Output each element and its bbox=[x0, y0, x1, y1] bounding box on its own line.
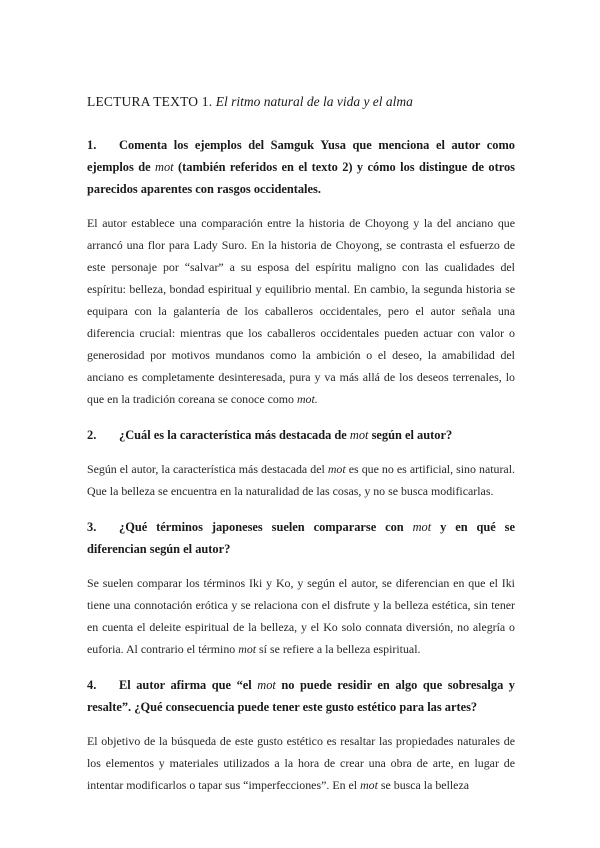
answer-1 bbox=[87, 212, 515, 410]
answer-emphasis: mot. bbox=[296, 392, 318, 406]
heading-title: El ritmo natural de la vida y el alma bbox=[215, 94, 413, 109]
answer-text-tail: se busca la belleza bbox=[377, 778, 470, 792]
question-2 bbox=[87, 424, 515, 446]
answer-text: Se suelen comparar los términos Iki y Ko, y según el autor, se diferencian en que el Iki tiene una connotación erótica y se relaciona con el disfrute y la belleza estética, sin tener en cuenta el deleite espiritual de la belleza, y el Ko solo connata diversión, no alegría o euforia. Al contrario el término bbox=[87, 576, 515, 656]
question-text-tail: (también referidos en el texto 2) y cómo los distingue de otros parecidos aparentes con rasgos occidentales. bbox=[87, 160, 515, 196]
answer-4 bbox=[87, 730, 515, 796]
answer-text: El objetivo de la búsqueda de este gusto estético es resaltar las propiedades naturales de los elementos y materiales utilizados a la hora de crear una obra de arte, en lugar de intentar modificarlos o tapar sus “imperfecciones”. En el bbox=[87, 734, 515, 792]
answer-text: Según el autor, la característica más destacada del bbox=[87, 462, 328, 476]
question-text-tail: según el autor? bbox=[368, 428, 453, 442]
question-text-tail: no puede residir en algo que sobresalga y resalte”. ¿Qué consecuencia puede tener este gusto estético para las artes? bbox=[87, 678, 515, 714]
question-text: ¿Cuál es la característica más destacada de bbox=[119, 428, 350, 442]
question-emphasis: mot bbox=[349, 428, 369, 442]
question-emphasis: mot bbox=[257, 678, 276, 692]
question-number: 2. bbox=[87, 428, 97, 442]
question-number: 1. bbox=[87, 138, 97, 152]
answer-emphasis: mot bbox=[238, 642, 257, 656]
question-4 bbox=[87, 674, 515, 718]
answer-text-tail: es que no es artificial, sino natural. Que la belleza se encuentra en la naturalidad de las cosas, y no se busca modificarlas. bbox=[87, 462, 515, 498]
answer-3 bbox=[87, 572, 515, 660]
document-heading bbox=[87, 92, 515, 112]
question-number: 3. bbox=[87, 520, 97, 534]
document-page bbox=[87, 92, 515, 810]
heading-lead: LECTURA TEXTO 1. bbox=[87, 94, 213, 109]
answer-emphasis: mot bbox=[327, 462, 346, 476]
question-text: ¿Qué términos japoneses suelen compararse con bbox=[119, 520, 413, 534]
answer-text-tail: sí se refiere a la belleza espiritual. bbox=[256, 642, 421, 656]
question-emphasis: mot bbox=[155, 160, 174, 174]
question-1 bbox=[87, 134, 515, 200]
answer-2 bbox=[87, 458, 515, 502]
question-number: 4. bbox=[87, 678, 97, 692]
question-text: Comenta los ejemplos del Samguk Yusa que menciona el autor como ejemplos de bbox=[87, 138, 515, 174]
answer-emphasis: mot bbox=[360, 778, 378, 792]
question-text-tail: y en qué se diferencian según el autor? bbox=[87, 520, 515, 556]
question-text: El autor afirma que “el bbox=[119, 678, 258, 692]
question-emphasis: mot bbox=[412, 520, 432, 534]
question-3 bbox=[87, 516, 515, 560]
answer-text: El autor establece una comparación entre la historia de Choyong y la del anciano que arrancó una flor para Lady Suro. En la historia de Choyong, se contrasta el esfuerzo de este personaje por “salvar” a su esposa del espíritu maligno con las cualidades del espíritu: belleza, bondad espiritual y equilibrio mental. En cambio, la segunda historia se equipara con la galantería de los caballeros occidentales, pero el autor señala una diferencia crucial: mientras que los caballeros occidentales pueden actuar con valor o generosidad por motivos mundanos como la ambición o el deseo, la amabilidad del anciano es completamente desinteresada, pura y va más allá de los deseos terrenales, lo que en la tradición coreana se conoce como bbox=[87, 216, 515, 406]
